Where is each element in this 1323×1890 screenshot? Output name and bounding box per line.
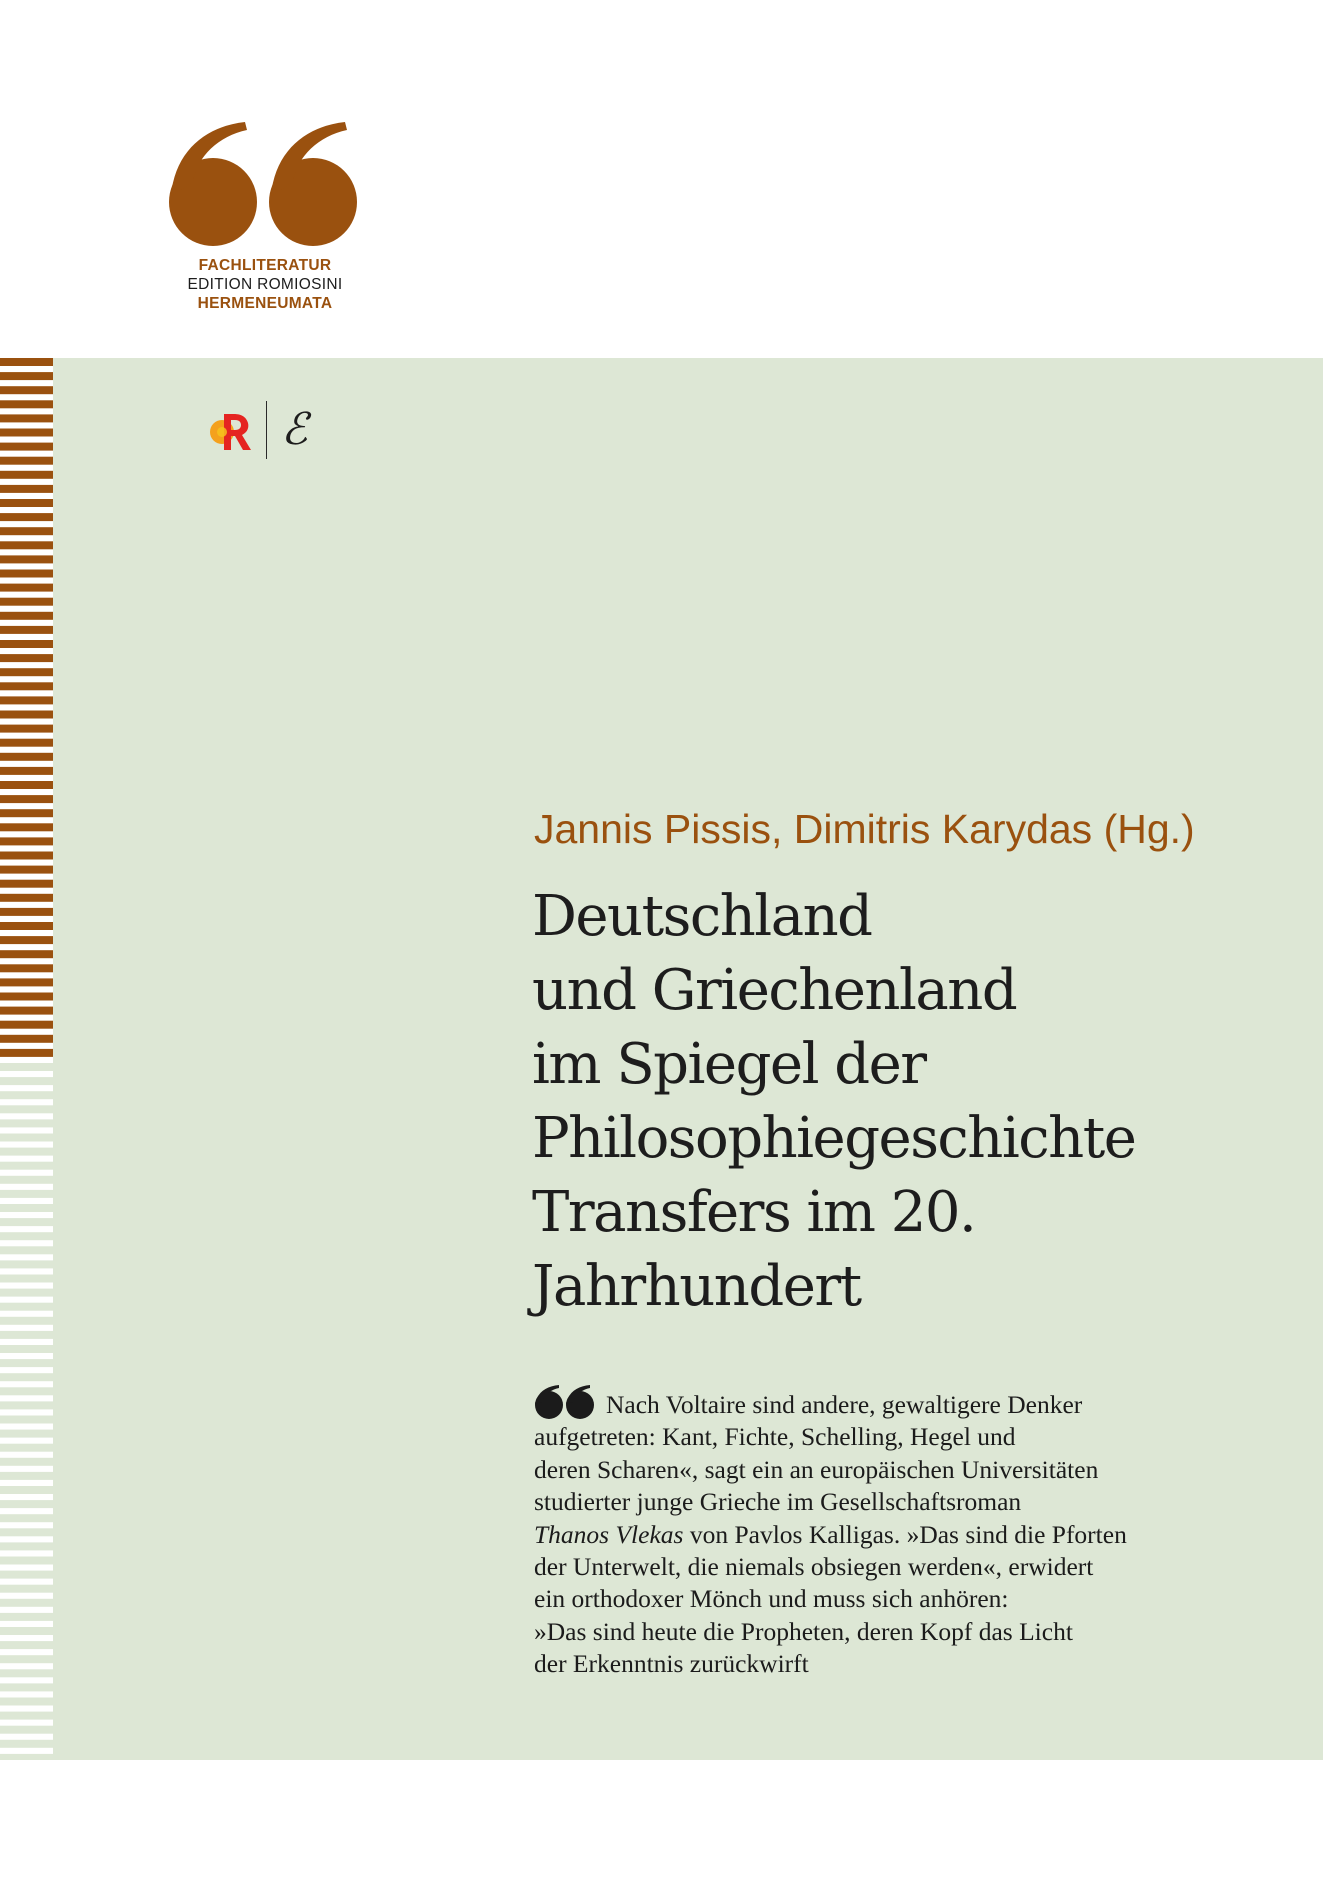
stripe-bar: [0, 725, 53, 733]
stripe-bar: [0, 1275, 53, 1283]
stripe-bar: [0, 1246, 53, 1254]
stripe-bar: [0, 1486, 53, 1494]
blurb-line: studierter junge Grieche im Gesellschaftsroman: [534, 1487, 1022, 1517]
stripe-bar: [0, 612, 53, 620]
stripe-bar: [0, 908, 53, 916]
stripe-bar: [0, 1091, 53, 1099]
stripe-bar: [0, 471, 53, 479]
blurb-line: deren Scharen«, sagt ein an europäischen Universitäten: [534, 1454, 1099, 1484]
stripe-bar: [0, 1190, 53, 1198]
stripe-bar: [0, 1303, 53, 1311]
stripe-bar: [0, 922, 53, 930]
book-title: [532, 880, 1292, 1324]
stripe-bar: [0, 1416, 53, 1424]
title-line: im Spiegel der: [532, 1032, 926, 1097]
stripe-bar: [0, 1571, 53, 1579]
stripe-bar: [0, 1740, 53, 1748]
stripe-bar: [0, 1387, 53, 1395]
stripe-bar: [0, 372, 53, 380]
stripe-bar: [0, 993, 53, 1001]
quotation-marks-icon: [534, 1385, 596, 1419]
stripe-bar: [0, 1232, 53, 1240]
stripe-bar: [0, 1514, 53, 1522]
stripe-bar: [0, 1613, 53, 1621]
stripe-bar: [0, 1176, 53, 1184]
title-line: Transfers im 20.: [532, 1180, 976, 1245]
stripe-bar: [0, 584, 53, 592]
stripe-bar: [0, 358, 53, 366]
stripe-bar: [0, 485, 53, 493]
novel-title: Thanos Vlekas: [534, 1519, 684, 1549]
stripe-bar: [0, 1669, 53, 1677]
stripe-bar: [0, 513, 53, 521]
series-logo: [160, 120, 370, 313]
stripe-bar: [0, 795, 53, 803]
stripe-bar: [0, 1754, 53, 1760]
romiosini-r-logo-icon: [208, 408, 252, 452]
stripe-bar: [0, 781, 53, 789]
stripe-bar: [0, 1528, 53, 1536]
imprint-name: HERMENEUMATA: [197, 295, 333, 312]
stripe-bar: [0, 400, 53, 408]
stripe-bar: [0, 1373, 53, 1381]
stripe-bar: [0, 1134, 53, 1142]
stripe-bar: [0, 1712, 53, 1720]
blurb-line: Thanos Vlekas von Pavlos Kalligas. »Das sind die Pforten: [534, 1519, 1127, 1549]
stripe-bar: [0, 1401, 53, 1409]
stripe-bar: [0, 1345, 53, 1353]
stripe-bar: [0, 1077, 53, 1085]
stripe-bar: [0, 1021, 53, 1029]
stripe-bar: [0, 1063, 53, 1071]
stripe-bar: [0, 711, 53, 719]
stripe-bar: [0, 598, 53, 606]
stripe-bar: [0, 1542, 53, 1550]
stripe-bar: [0, 682, 53, 690]
stripe-bar: [0, 866, 53, 874]
stripe-bar: [0, 767, 53, 775]
blurb-line: aufgetreten: Kant, Fichte, Schelling, Hegel und: [534, 1422, 1016, 1452]
stripe-bar: [0, 443, 53, 451]
stripe-bar: [0, 809, 53, 817]
title-line: und Griechenland: [532, 958, 1017, 1023]
stripe-bar: [0, 499, 53, 507]
title-line: Jahrhundert: [532, 1254, 861, 1319]
stripe-bar: [0, 1049, 53, 1057]
editors-line: Jannis Pissis, Dimitris Karydas (Hg.): [534, 806, 1195, 852]
stripe-bar: [0, 739, 53, 747]
stripe-bar: [0, 936, 53, 944]
stripe-bar: [0, 1627, 53, 1635]
stripe-bar: [0, 837, 53, 845]
stripe-bar: [0, 880, 53, 888]
stripe-bar: [0, 1585, 53, 1593]
stripe-bar: [0, 964, 53, 972]
stripe-bar: [0, 1317, 53, 1325]
stripe-bar: [0, 1204, 53, 1212]
stripe-bar: [0, 696, 53, 704]
stripe-bar: [0, 1148, 53, 1156]
stripe-bar: [0, 823, 53, 831]
stripe-bar: [0, 753, 53, 761]
series-name: FACHLITERATUR: [198, 257, 332, 274]
stripe-bar: [0, 1655, 53, 1663]
title-line: Deutschland: [532, 884, 872, 949]
stripe-bar: [0, 429, 53, 437]
blurb-line: »Das sind heute die Propheten, deren Kopf das Licht: [534, 1616, 1073, 1646]
blurb-line: Nach Voltaire sind andere, gewaltigere Denker: [534, 1385, 1254, 1421]
stripe-bar: [0, 1162, 53, 1170]
stripe-bar: [0, 1641, 53, 1649]
blurb-line: der Unterwelt, die niemals obsiegen werden«, erwidert: [534, 1552, 1094, 1582]
stripe-bar: [0, 457, 53, 465]
stripe-bar: [0, 626, 53, 634]
quotation-marks-icon: [167, 120, 363, 248]
blurb-line: ein orthodoxer Mönch und muss sich anhören:: [534, 1584, 1009, 1614]
stripe-bar: [0, 1260, 53, 1268]
stripe-bar: [0, 950, 53, 958]
stripe-bar: [0, 668, 53, 676]
stripe-bar: [0, 894, 53, 902]
stripe-bar: [0, 1105, 53, 1113]
stripe-bar: [0, 1359, 53, 1367]
stripe-bar: [0, 1472, 53, 1480]
logo-divider: [266, 401, 267, 459]
stripe-bar: [0, 527, 53, 535]
stripe-bar: [0, 555, 53, 563]
stripe-bar: [0, 654, 53, 662]
stripe-bar: [0, 1444, 53, 1452]
stripe-bar: [0, 1458, 53, 1466]
stripe-bar: [0, 1500, 53, 1508]
stripe-bar: [0, 1599, 53, 1607]
side-stripes: [0, 358, 53, 1760]
stripe-bar: [0, 1119, 53, 1127]
stripe-bar: [0, 541, 53, 549]
stripe-bar: [0, 414, 53, 422]
stripe-bar: [0, 1726, 53, 1734]
stripe-bar: [0, 852, 53, 860]
edition-name: EDITION ROMIOSINI: [187, 276, 343, 293]
stripe-bar: [0, 570, 53, 578]
stripe-bar: [0, 978, 53, 986]
script-e-logo-icon: ℰ: [281, 404, 308, 455]
stripe-bar: [0, 1430, 53, 1438]
stripe-bar: [0, 1007, 53, 1015]
stripe-bar: [0, 386, 53, 394]
cover-blurb: [534, 1385, 1254, 1681]
stripe-bar: [0, 1683, 53, 1691]
stripe-bar: [0, 640, 53, 648]
stripe-bar: [0, 1218, 53, 1226]
stripe-bar: [0, 1698, 53, 1706]
publisher-marks: [208, 400, 308, 460]
stripe-bar: [0, 1035, 53, 1043]
stripe-bar: [0, 1331, 53, 1339]
stripe-bar: [0, 1289, 53, 1297]
stripe-bar: [0, 1557, 53, 1565]
blurb-line: der Erkenntnis zurückwirft: [534, 1649, 809, 1679]
title-line: Philosophiegeschichte: [532, 1106, 1136, 1171]
